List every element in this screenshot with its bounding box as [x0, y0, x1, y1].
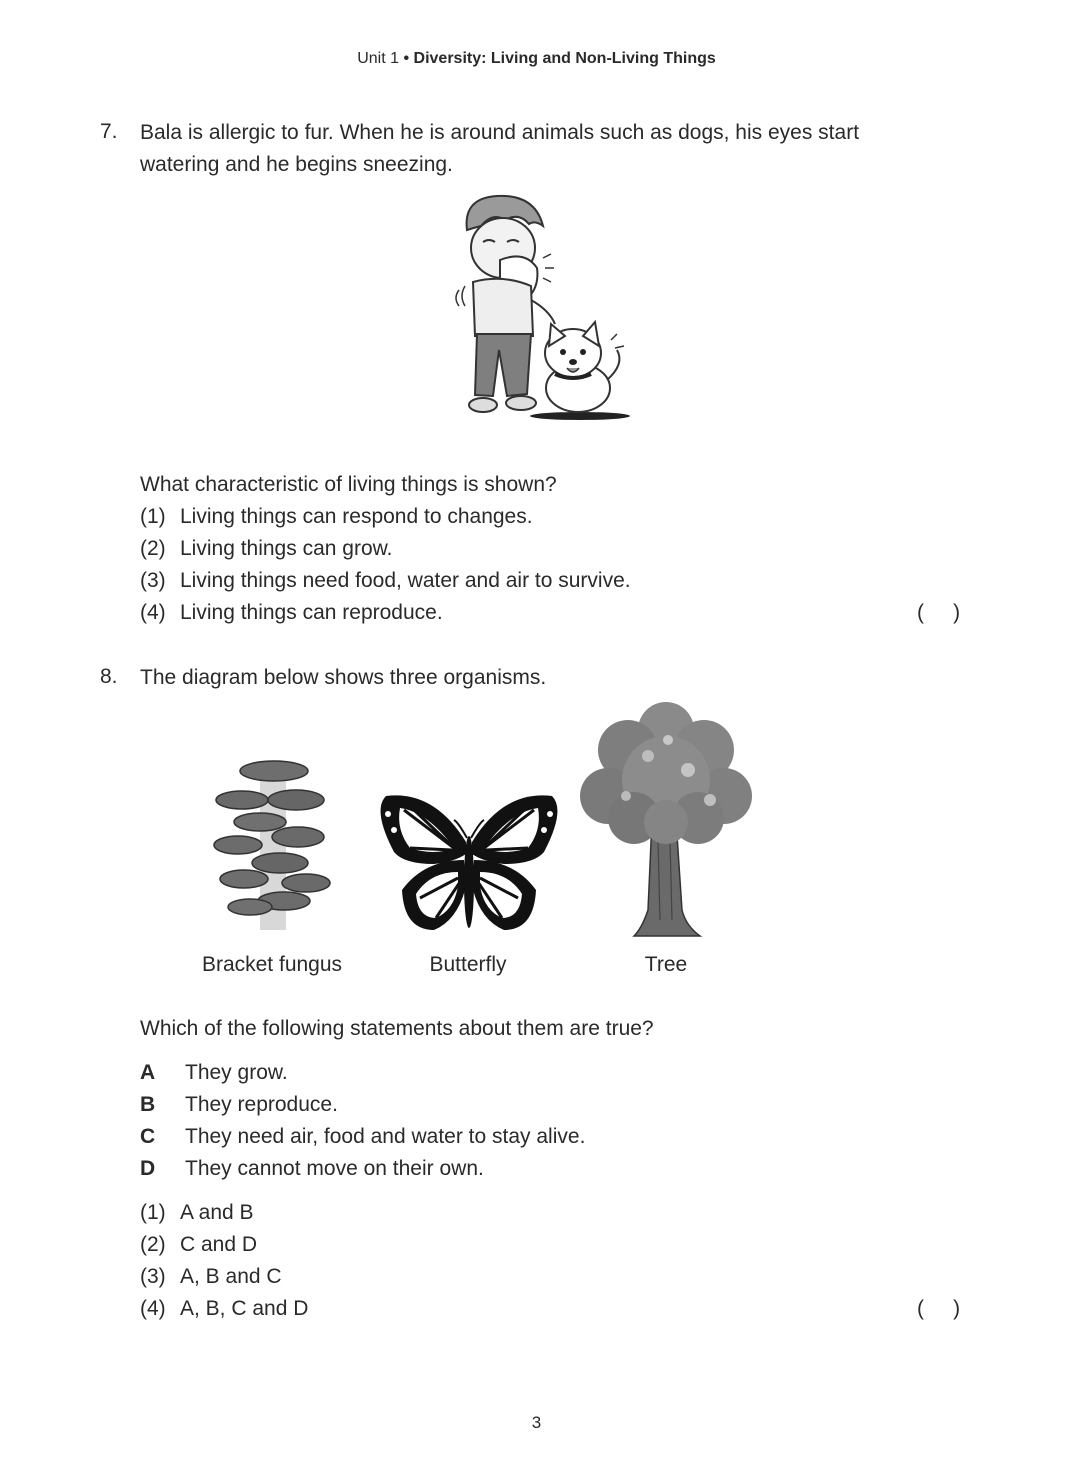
q7-answer-bracket[interactable]: ( ) [917, 601, 961, 624]
q8-statement-text: They need air, food and water to stay alive. [185, 1125, 586, 1148]
q8-statement-letter: B [140, 1093, 156, 1116]
q8-option-number: (2) [140, 1233, 166, 1256]
q7-option-number: (1) [140, 505, 166, 528]
question-7-stem-line2: watering and he begins sneezing. [140, 153, 453, 176]
q7-option-number: (2) [140, 537, 166, 560]
caption-butterfly: Butterfly [429, 953, 507, 976]
q8-answer-bracket[interactable]: ( ) [917, 1297, 961, 1320]
header-unit: Unit 1 [357, 50, 400, 67]
q8-statement-text: They cannot move on their own. [185, 1157, 484, 1180]
q8-option-number: (4) [140, 1297, 166, 1320]
question-8-prompt: Which of the following statements about them are true? [140, 1017, 654, 1040]
q8-statement-letter: D [140, 1157, 156, 1180]
q8-statement-letter: A [140, 1061, 156, 1084]
question-7-number: 7. [100, 120, 118, 143]
q7-option-text: Living things can grow. [180, 537, 393, 560]
caption-tree: Tree [644, 953, 688, 976]
header-title: Diversity: Living and Non-Living Things [413, 50, 716, 67]
q8-statement-text: They grow. [185, 1061, 288, 1084]
q7-option-text: Living things can respond to changes. [180, 505, 533, 528]
sneezing-boy-dog-illustration [445, 190, 645, 430]
q7-option-text: Living things can reproduce. [180, 601, 443, 624]
caption-bracket-fungus: Bracket fungus [201, 953, 343, 976]
q7-option-number: (3) [140, 569, 166, 592]
q7-option-number: (4) [140, 601, 166, 624]
butterfly-illustration [374, 790, 564, 935]
question-7-stem-line1: Bala is allergic to fur. When he is around animals such as dogs, his eyes start [140, 121, 860, 144]
q8-option-text: A, B, C and D [180, 1297, 309, 1320]
q8-option-text: C and D [180, 1233, 258, 1256]
question-8-stem: The diagram below shows three organisms. [140, 666, 547, 689]
q8-statement-letter: C [140, 1125, 156, 1148]
q8-statement-text: They reproduce. [185, 1093, 338, 1116]
q8-option-text: A and B [180, 1201, 254, 1224]
question-8-number: 8. [100, 665, 118, 688]
q8-option-number: (1) [140, 1201, 166, 1224]
header-bullet: • [403, 50, 410, 67]
q7-option-text: Living things need food, water and air to survive. [180, 569, 631, 592]
page-header [0, 50, 1073, 68]
question-7-prompt: What characteristic of living things is shown? [140, 473, 557, 496]
q8-option-text: A, B and C [180, 1265, 282, 1288]
q8-option-number: (3) [140, 1265, 166, 1288]
page-number: 3 [531, 1413, 542, 1432]
tree-illustration [578, 700, 753, 940]
bracket-fungus-illustration [208, 755, 338, 935]
